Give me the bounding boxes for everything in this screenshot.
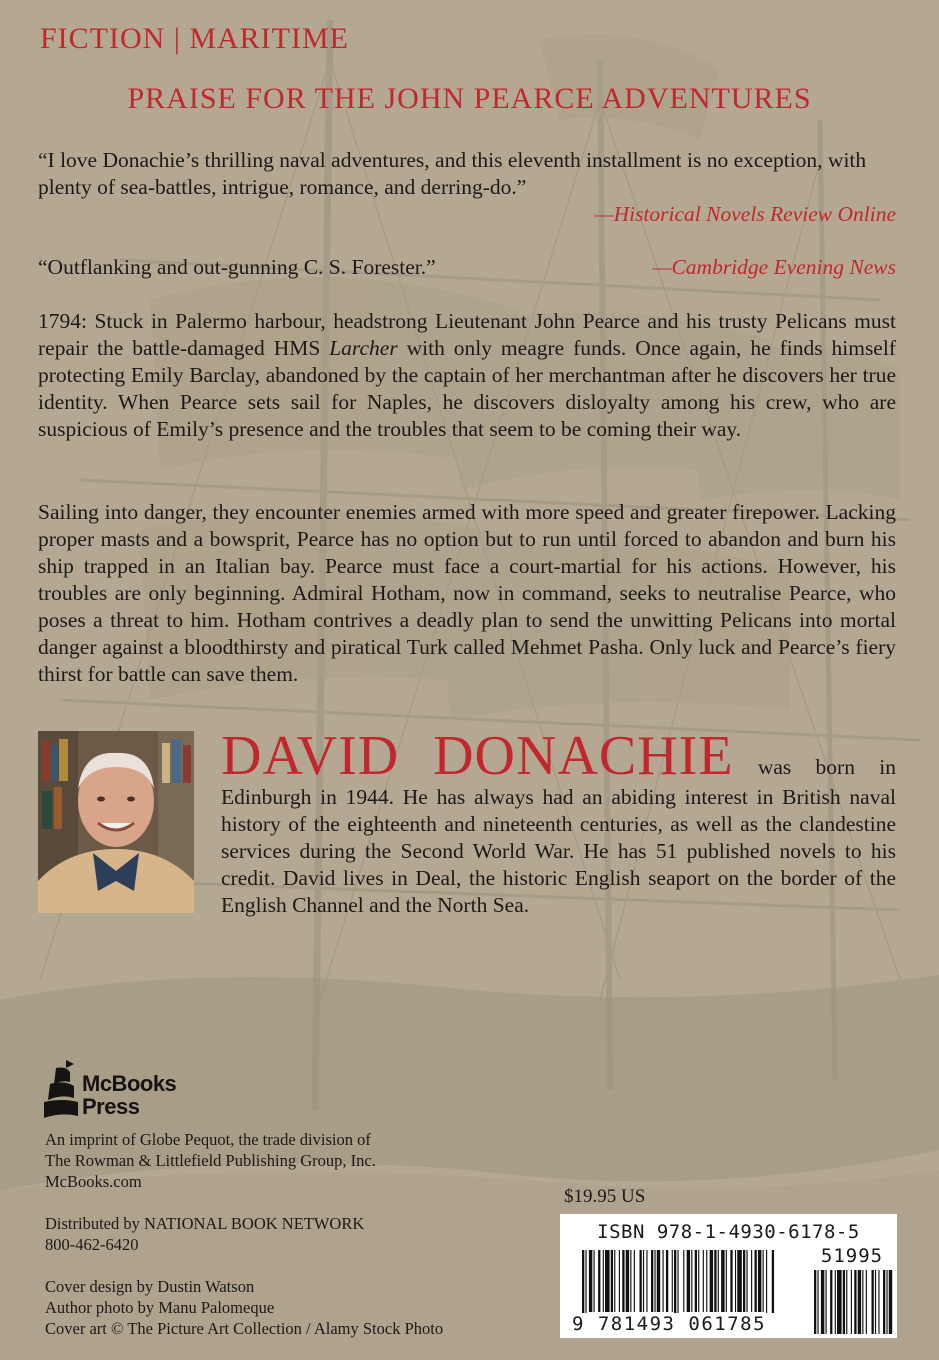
barcode-bar bbox=[721, 1250, 724, 1312]
barcode-bar bbox=[674, 1250, 676, 1320]
barcode-bar bbox=[657, 1250, 660, 1312]
publisher-website: McBooks.com bbox=[45, 1172, 142, 1191]
barcode-bar bbox=[614, 1250, 615, 1312]
distributor-phone: 800-462-6420 bbox=[45, 1235, 139, 1254]
barcode-bar bbox=[872, 1270, 874, 1334]
credit-line: Cover design by Dustin Watson bbox=[45, 1277, 255, 1296]
cover-credits bbox=[45, 1276, 443, 1339]
barcode-bar bbox=[883, 1270, 885, 1334]
barcode-bar bbox=[598, 1250, 600, 1312]
genre-category: FICTION | MARITIME bbox=[40, 22, 349, 55]
barcode-bar bbox=[854, 1270, 856, 1334]
barcode-bar bbox=[582, 1250, 584, 1320]
barcode-bar bbox=[630, 1250, 631, 1312]
barcode-bar bbox=[634, 1250, 635, 1312]
barcode-bar bbox=[646, 1250, 647, 1312]
barcode-bar bbox=[758, 1250, 761, 1312]
imprint-line: An imprint of Globe Pequot, the trade division of bbox=[45, 1130, 371, 1149]
barcode-bar bbox=[677, 1250, 678, 1320]
review-quote-2 bbox=[38, 254, 896, 281]
barcode-bar bbox=[663, 1250, 664, 1312]
barcode-bar bbox=[755, 1250, 757, 1312]
barcode-bar bbox=[878, 1270, 879, 1334]
barcode-bar bbox=[666, 1250, 668, 1312]
barcode-bar bbox=[830, 1270, 832, 1334]
barcode-bar bbox=[703, 1250, 704, 1312]
description-text: 1794: Stuck in Palermo harbour, headstrong Lieutenant John Pearce and his trusty Pelicans must repair the battle-damaged HMS bbox=[38, 309, 896, 360]
barcode-addon-number: 51995 bbox=[820, 1245, 884, 1267]
description-text: with only meagre funds. Once again, he finds himself protecting Emily Barclay, abandoned by the captain of her merchantman after he discovers her true identity. When Pearce sets sail for Naples, he discovers disloyalty among his crew, who are suspicious of Emily’s presence and the troubles that seem to be coming their way. bbox=[38, 336, 896, 441]
distributor-line: Distributed by NATIONAL BOOK NETWORK bbox=[45, 1214, 365, 1233]
barcode-bar bbox=[605, 1250, 610, 1312]
barcode-bar bbox=[843, 1270, 845, 1334]
credit-line: Cover art © The Picture Art Collection / Alamy Stock Photo bbox=[45, 1319, 444, 1338]
barcode-bar bbox=[735, 1250, 736, 1312]
barcode-bar bbox=[846, 1270, 847, 1334]
review-quote-source: —Cambridge Evening News bbox=[652, 255, 896, 279]
barcode-bar bbox=[814, 1270, 816, 1334]
barcode-bar bbox=[858, 1270, 861, 1334]
credit-line: Author photo by Manu Palomeque bbox=[45, 1298, 275, 1317]
isbn-barcode bbox=[560, 1214, 897, 1338]
barcode-bar bbox=[695, 1250, 697, 1312]
barcode-bar bbox=[643, 1250, 644, 1312]
barcode-bar bbox=[622, 1250, 624, 1312]
barcode-bar bbox=[835, 1270, 836, 1334]
barcode-bar bbox=[706, 1250, 707, 1312]
barcode-bar bbox=[651, 1250, 653, 1312]
barcode-bar bbox=[698, 1250, 699, 1312]
ship-name: Larcher bbox=[329, 336, 398, 360]
barcode-bar bbox=[619, 1250, 620, 1312]
barcode-bar bbox=[817, 1270, 818, 1334]
author-name: DAVID DONACHIE bbox=[221, 725, 734, 787]
barcode-bar bbox=[718, 1250, 719, 1312]
logo-text-line1: McBooks bbox=[82, 1071, 177, 1096]
barcode-bar bbox=[672, 1250, 673, 1312]
author-bio bbox=[221, 725, 896, 919]
barcode-bar bbox=[730, 1250, 732, 1312]
barcode-bar bbox=[640, 1250, 642, 1312]
barcode-bar bbox=[886, 1270, 887, 1334]
barcode-bar bbox=[743, 1250, 745, 1312]
barcode-bar bbox=[746, 1250, 747, 1312]
barcode-bar bbox=[821, 1270, 824, 1334]
barcode-bar bbox=[594, 1250, 595, 1312]
review-quote-source: —Historical Novels Review Online bbox=[594, 202, 896, 226]
barcode-bar bbox=[654, 1250, 655, 1312]
description-paragraph-1 bbox=[38, 308, 896, 443]
author-bio-text: was born in Edinburgh in 1944. He has always had an abiding interest in British naval history of the eighteenth and nineteenth centuries, as well as the clandestine services during the Second World War. He has 51 published novels to his credit. David lives in Deal, the historic English seaport on the border of the English Channel and the North Sea. bbox=[221, 755, 896, 917]
barcode-bar bbox=[737, 1250, 742, 1312]
barcode-bar bbox=[683, 1250, 684, 1312]
barcode-bar bbox=[862, 1270, 863, 1334]
barcode-bar bbox=[585, 1250, 586, 1320]
imprint-line: The Rowman & Littlefield Publishing Group, Inc. bbox=[45, 1151, 376, 1170]
barcode-bar bbox=[687, 1250, 690, 1312]
barcode-digits: 9 781493 061785 bbox=[564, 1313, 774, 1335]
barcode-bar bbox=[726, 1250, 727, 1312]
barcode-bar bbox=[710, 1250, 713, 1312]
barcode-bar bbox=[589, 1250, 592, 1312]
barcode-bar bbox=[626, 1250, 629, 1312]
barcode-bar bbox=[763, 1250, 764, 1312]
barcode-bar bbox=[751, 1250, 752, 1312]
barcode-bar bbox=[611, 1250, 613, 1312]
praise-heading: PRAISE FOR THE JOHN PEARCE ADVENTURES bbox=[127, 82, 812, 115]
barcode-bar bbox=[866, 1270, 867, 1334]
distribution-info bbox=[45, 1213, 364, 1255]
barcode-bar bbox=[772, 1250, 774, 1320]
review-quote-text: “I love Donachie’s thrilling naval adventures, and this eleventh installment is no exception, with plenty of sea-battles, intrigue, romance, and derring-do.” bbox=[38, 148, 867, 199]
description-paragraph-2: Sailing into danger, they encounter enemies armed with more speed and greater firepower. Lacking proper masts and a bowsprit, Pearce has no option but to run until forced to abandon and burn his ship trapped in an Italian bay. Pearce must face a court-martial for his actions. However, his troubles are only beginning. Admiral Hotham, now in command, seeks to neutralise Pearce, who poses a threat to him. Hotham contrives a deadly plan to send the unwitting Pelicans into mortal danger against a bloodthirsty and piratical Turk called Mehmet Pasha. Only luck and Pearce’s fiery thirst for battle can save them. bbox=[38, 500, 896, 686]
price-label: $19.95 US bbox=[564, 1186, 646, 1207]
ship-logo-icon bbox=[44, 1058, 84, 1120]
mcbooks-press-logo bbox=[44, 1058, 204, 1120]
barcode-bar bbox=[714, 1250, 716, 1312]
barcode-bar bbox=[875, 1270, 876, 1334]
barcode-bar bbox=[826, 1270, 827, 1334]
barcode-bar bbox=[766, 1250, 767, 1320]
barcode-bar bbox=[837, 1270, 842, 1334]
barcode-bar bbox=[603, 1250, 604, 1312]
imprint-info bbox=[45, 1129, 376, 1192]
logo-text-line2: Press bbox=[82, 1094, 140, 1119]
barcode-bar bbox=[691, 1250, 692, 1312]
barcode-bar bbox=[851, 1270, 852, 1334]
author-photo bbox=[38, 731, 194, 913]
review-quote-1 bbox=[38, 147, 896, 228]
review-quote-text: “Outflanking and out-gunning C. S. Forester.” bbox=[38, 255, 436, 279]
barcode-bar bbox=[889, 1270, 892, 1334]
isbn-text: ISBN 978-1-4930-6178-5 bbox=[597, 1221, 860, 1243]
